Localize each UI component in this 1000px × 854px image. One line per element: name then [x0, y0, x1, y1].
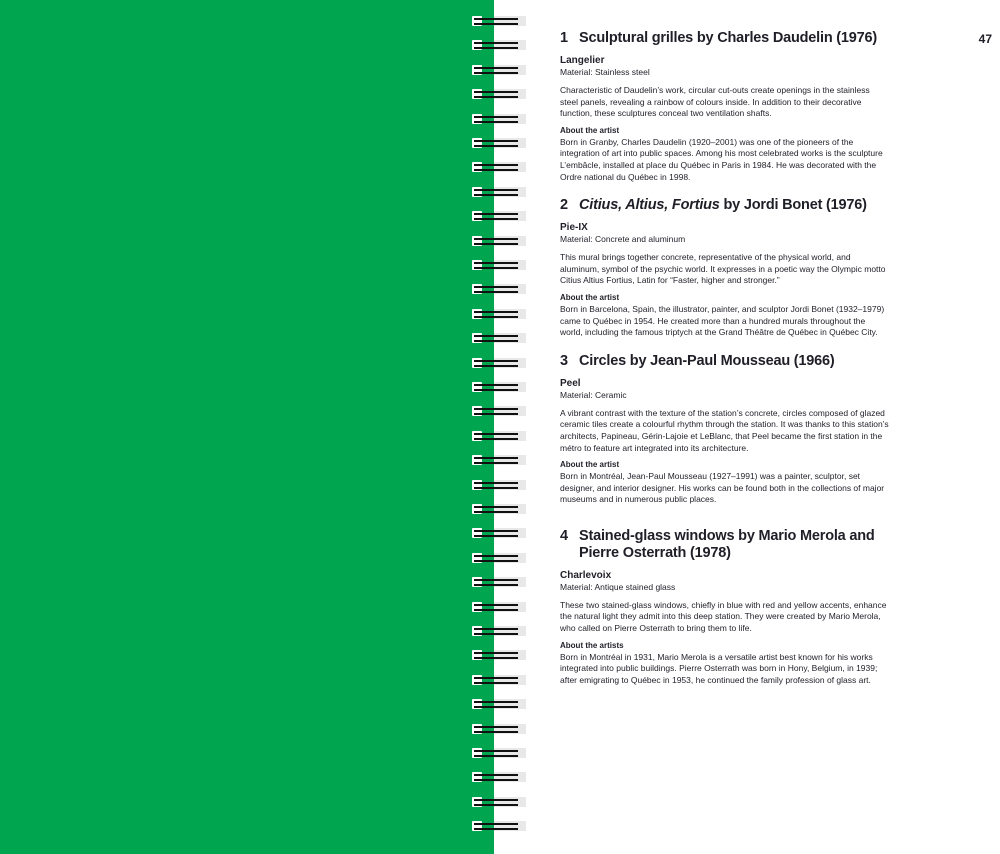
binding-ring	[470, 453, 530, 467]
entry-title-text: Circles by Jean-Paul Mousseau (1966)	[579, 352, 835, 369]
binding-ring	[470, 112, 530, 126]
binding-ring	[470, 502, 530, 516]
station-name: Pie-IX	[560, 222, 588, 234]
entry-title-text: Stained-glass windows by Mario Merola and Pierre Osterrath (1978)	[579, 527, 875, 561]
entry-title	[560, 353, 890, 370]
about-artist-heading: About the artist	[560, 292, 620, 302]
about-artist-heading: About the artists	[560, 640, 624, 650]
binding-ring	[470, 356, 530, 370]
binding-ring	[470, 429, 530, 443]
binding-ring	[470, 282, 530, 296]
station-name: Langelier	[560, 55, 605, 66]
entry-number: 1	[560, 30, 568, 46]
binding-ring	[470, 38, 530, 52]
page-number: 47	[978, 32, 992, 46]
artwork-description: These two stained-glass windows, chiefly in blue with red and yellow accents, enhance the natural light they admit into this deep station. They were created by Mario Merola, who called on Pierre Osterrath to bring them to life.	[560, 599, 887, 634]
binding-ring	[470, 209, 530, 223]
binding-ring	[470, 331, 530, 345]
binding-ring	[470, 63, 530, 77]
material: Material: Stainless steel	[560, 67, 650, 77]
artwork-entry-3	[560, 353, 890, 506]
binding-ring	[470, 478, 530, 492]
binding-ring	[470, 575, 530, 589]
artist-biography: Born in Montréal in 1931, Mario Merola is a versatile artist best known for his works integrated into public buildings. Pierre Osterrath was born in Hony, Belgium, in 1939; after emigrating to Québec in 1953, he continued the family profession of glass art.	[560, 651, 878, 685]
binding-ring	[470, 600, 530, 614]
about-artist-heading: About the artist	[560, 460, 620, 470]
artist-biography: Born in Barcelona, Spain, the illustrator, painter, and sculptor Jordi Bonet (1932–1979) came to Québec in 1954. He created more than a hundred murals throughout the world, including the famous triptych at the Grand Théâtre de Québec in Québec City.	[560, 303, 885, 338]
binding-ring	[470, 551, 530, 565]
binding-ring	[470, 136, 530, 150]
entry-title	[560, 528, 890, 562]
artwork-description: This mural brings together concrete, representative of the physical world, and aluminum, symbol of the psychic world. It expresses in a poetic way the Olympic motto Citius Altius Fortius, Latin for “Faster, higher and stronger.”	[560, 252, 886, 286]
artist-biography: Born in Montréal, Jean-Paul Mousseau (1927–1991) was a painter, sculptor, set designer, and interior designer. His works can be found both in the collections of major museums and in numerous public places.	[560, 471, 885, 505]
binding-ring	[470, 380, 530, 394]
binding-ring	[470, 14, 530, 28]
artwork-title-rest: by Jordi Bonet (1976)	[719, 197, 867, 214]
binding-ring	[470, 307, 530, 321]
material: Material: Concrete and aluminum	[560, 234, 686, 245]
entry-number: 4	[560, 527, 568, 544]
binding-ring	[470, 234, 530, 248]
artwork-entry-1	[560, 30, 890, 183]
artwork-title-italic: Citius, Altius, Fortius	[579, 197, 720, 214]
entry-title	[560, 30, 890, 47]
binding-ring	[470, 404, 530, 418]
binding-ring	[470, 160, 530, 174]
artwork-entry-4	[560, 528, 890, 687]
binding-ring	[470, 185, 530, 199]
binding-ring	[470, 673, 530, 687]
artwork-description: A vibrant contrast with the texture of the station’s concrete, circles composed of glazed ceramic tiles create a colourful rhythm through the station. It was thanks to this station’s architects, Papineau, Gérin-Lajoie et LeBlanc, that Peel became the first station in the métro to feature art integrated into its architecture.	[560, 407, 889, 453]
station-name: Charlevoix	[560, 569, 612, 581]
green-cover-page	[0, 0, 494, 854]
entry-number: 2	[560, 197, 568, 214]
binding-ring	[470, 770, 530, 784]
binding-ring	[470, 722, 530, 736]
entry-title-text: Sculptural grilles by Charles Daudelin (1976)	[579, 30, 878, 46]
binding-ring	[470, 258, 530, 272]
binding-ring	[470, 624, 530, 638]
material: Material: Antique stained glass	[560, 581, 676, 592]
binding-ring	[470, 746, 530, 760]
binding-ring	[470, 648, 530, 662]
binding-ring	[470, 795, 530, 809]
binding-ring	[470, 526, 530, 540]
artwork-description: Characteristic of Daudelin’s work, circular cut-outs create openings in the stainless steel panels, revealing a rainbow of colours inside. In addition to their decorative function, these sculptures conceal two ventilation shafts.	[560, 85, 870, 119]
material: Material: Ceramic	[560, 389, 627, 400]
artwork-entry-2	[560, 197, 890, 339]
binding-ring	[470, 819, 530, 833]
about-artist-heading: About the artist	[560, 125, 620, 135]
station-name: Peel	[560, 377, 581, 389]
artist-biography: Born in Granby, Charles Daudelin (1920–2001) was one of the pioneers of the integration of art into public spaces. Among his most celebrated works is the sculpture L’embâcle, installed at place du Québec in Paris in 1984. He was decorated with the Ordre national du Québec in 1998.	[560, 136, 883, 182]
spiral-binding	[470, 14, 530, 844]
entry-title-text	[579, 197, 867, 214]
artwork-list	[560, 30, 890, 698]
entry-title	[560, 197, 890, 214]
binding-ring	[470, 87, 530, 101]
binding-ring	[470, 697, 530, 711]
entry-number: 3	[560, 352, 568, 369]
